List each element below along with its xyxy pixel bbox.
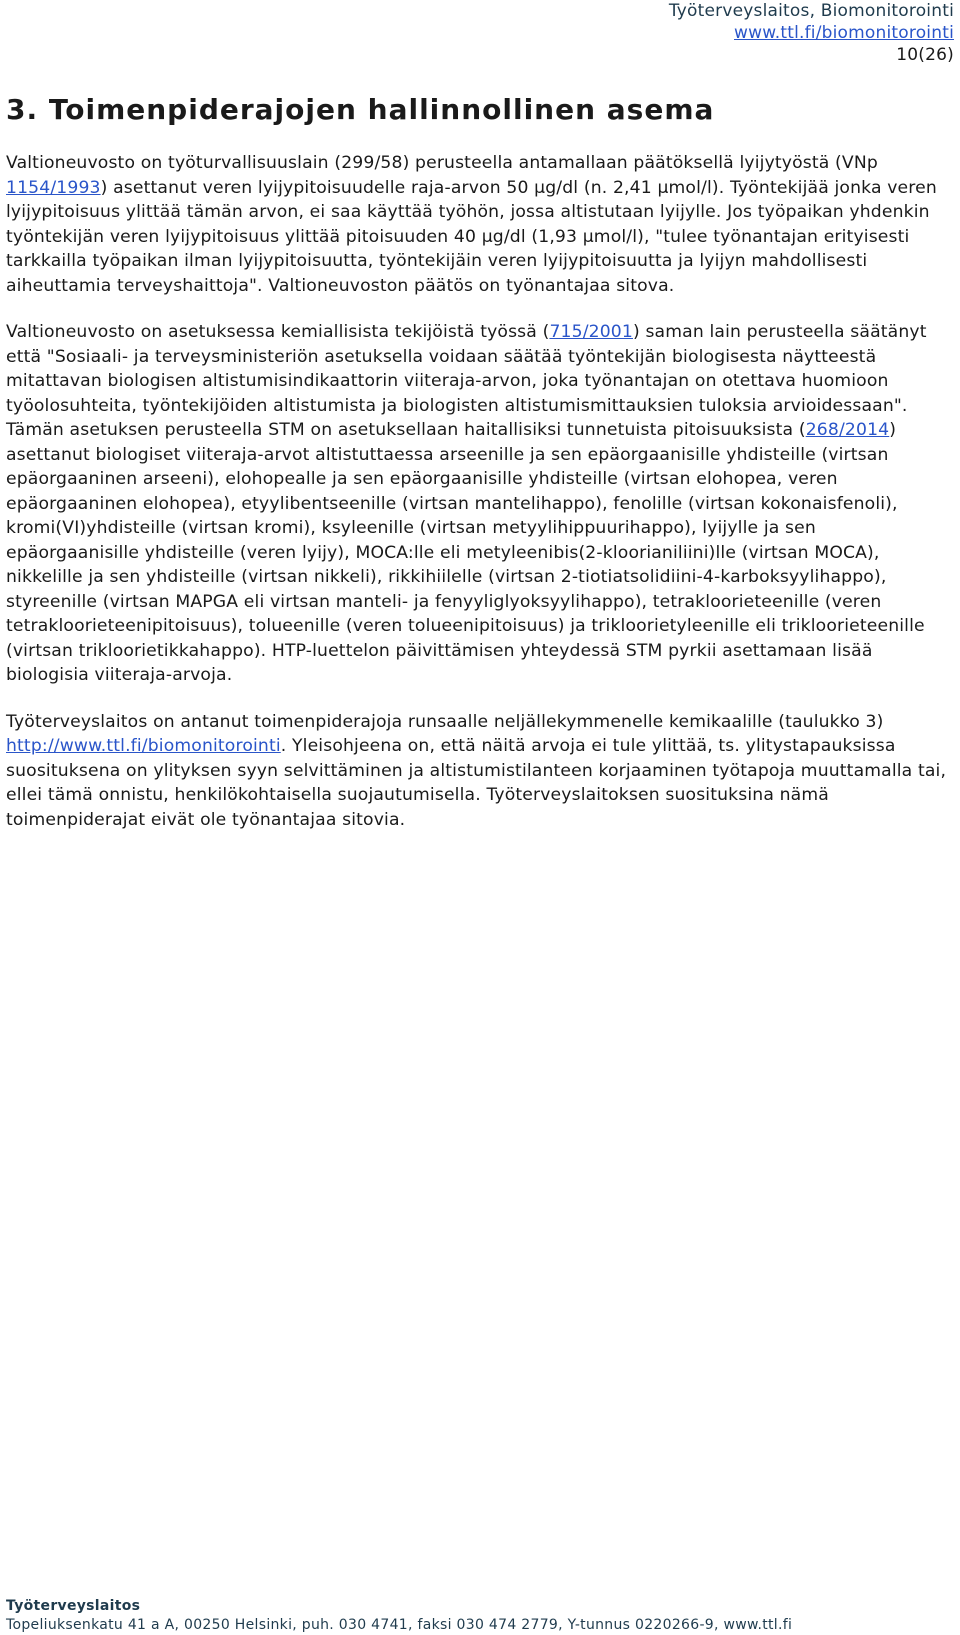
footer-organization: Työterveyslaitos: [6, 1598, 141, 1614]
paragraph-text: Työterveyslaitos on antanut toimenpiderajoja runsaalle neljällekymmenelle kemikaalille (taulukko 3): [6, 711, 884, 732]
vnp-1154-1993-link[interactable]: 1154/1993: [6, 177, 101, 198]
paragraph-text: ) asettanut veren lyijypitoisuudelle raja-arvon 50 µg/dl (n. 2,41 µmol/l). Työntekijää jonka veren lyijypitoisuus ylittää tämän arvon, ei saa käyttää työhön, jossa altistutaan lyijylle. Jos työpaikan yhdenkin työntekijän veren lyijypitoisuus ylittää pitoisuuden 40 µg/dl (1,93 µmol/l), "tulee työnantajan erityisesti tarkkailla työpaikan ilman lyijypitoisuutta, työntekijäin veren lyijypitoisuutta ja lyijyn mahdollisesti aiheuttamia terveyshaittoja". Valtioneuvoston päätös on työnantajaa sitova.: [6, 177, 937, 296]
paragraph-action-limits: [6, 710, 954, 833]
page-number: 10(26): [896, 45, 954, 65]
paragraph-text: ) asettanut biologiset viiteraja-arvot altistuttaessa arseenille ja sen epäorgaanisille yhdisteille (virtsan epäorgaaninen arseeni), elohopealle ja sen epäorgaanisille yhdisteille (virtsan elohopea, veren epäorgaaninen elohopea), etyylibentseenille (virtsan mantelihappo), fenolille (virtsan kokonaisfenoli), kromi(VI)yhdisteille (virtsan kromi), ksyleenille (virtsan metyylihippuurihappo), lyijylle ja sen epäorgaanisille yhdisteille (veren lyijy), MOCA:lle eli metyleenibis(2-kloorianiliini)lle (virtsan MOCA), nikkelille ja sen yhdisteille (virtsan nikkeli), rikkihiilelle (virtsan 2-tiotiatsolidiini-4-karboksyylihappo), styreenille (virtsan MAPGA eli virtsan manteli- ja fenyyliglyoksyylihappo), tetrakloorieteenille (veren tetrakloorieteenipitoisuus), tolueenille (veren tolueenipitoisuus) ja trikloorietyleenille eli trikloorieteenille (virtsan trikloorietikkahappo). HTP-luettelon päivittämisen yhteydessä STM pyrkii asettamaan lisää biologisia viiteraja-arvoja.: [6, 420, 925, 685]
page-footer: [6, 1597, 792, 1635]
paragraph-lead-limit: [6, 151, 954, 298]
paragraph-text: ) saman lain perusteella säätänyt että "Sosiaali- ja terveysministeriön asetuksella voidaan säätää työntekijän biologisesta näytteestä mitattavan biologisen altistumisindikaattorin viiteraja-arvon, joka työnantajan on otettava huomioon työolosuhteita, työntekijöiden altistumista ja biologisten altistumismittauksien tuloksia arvioidessaan". Tämän asetuksen perusteella STM on asetuksellaan haitallisiksi tunnetuista pitoisuuksista (: [6, 322, 927, 440]
paragraph-biological-limits: [6, 320, 954, 688]
main-content: [6, 151, 954, 854]
page-header: [669, 0, 954, 66]
decree-268-2014-link[interactable]: 268/2014: [805, 420, 890, 440]
biomonitorointi-link[interactable]: http://www.ttl.fi/biomonitorointi: [6, 736, 281, 756]
paragraph-text: Valtioneuvosto on asetuksessa kemiallisista tekijöistä työssä (: [6, 322, 550, 342]
section-title: 3. Toimenpiderajojen hallinnollinen asema: [6, 93, 715, 126]
header-link[interactable]: www.ttl.fi/biomonitorointi: [734, 23, 954, 43]
paragraph-text: . Yleisohjeena on, että näitä arvoja ei tule ylittää, ts. ylitystapauksissa suosituksena on ylityksen syyn selvittäminen ja altistumistilanteen korjaaminen työtapoja muuttamalla tai, ellei tämä onnistu, henkilökohtaisella suojautumisella. Työterveyslaitoksen suosituksina nämä toimenpiderajat eivät ole työnantajaa sitovia.: [6, 736, 947, 830]
footer-address: Topeliuksenkatu 41 a A, 00250 Helsinki, puh. 030 4741, faksi 030 474 2779, Y-tunnus 0220266-9, www.ttl.fi: [6, 1617, 793, 1633]
decree-715-2001-link[interactable]: 715/2001: [549, 322, 633, 342]
paragraph-text: Valtioneuvosto on työturvallisuuslain (299/58) perusteella antamallaan päätöksellä lyijytyöstä (VNp: [6, 153, 878, 173]
header-organization: Työterveyslaitos, Biomonitorointi: [668, 1, 954, 21]
